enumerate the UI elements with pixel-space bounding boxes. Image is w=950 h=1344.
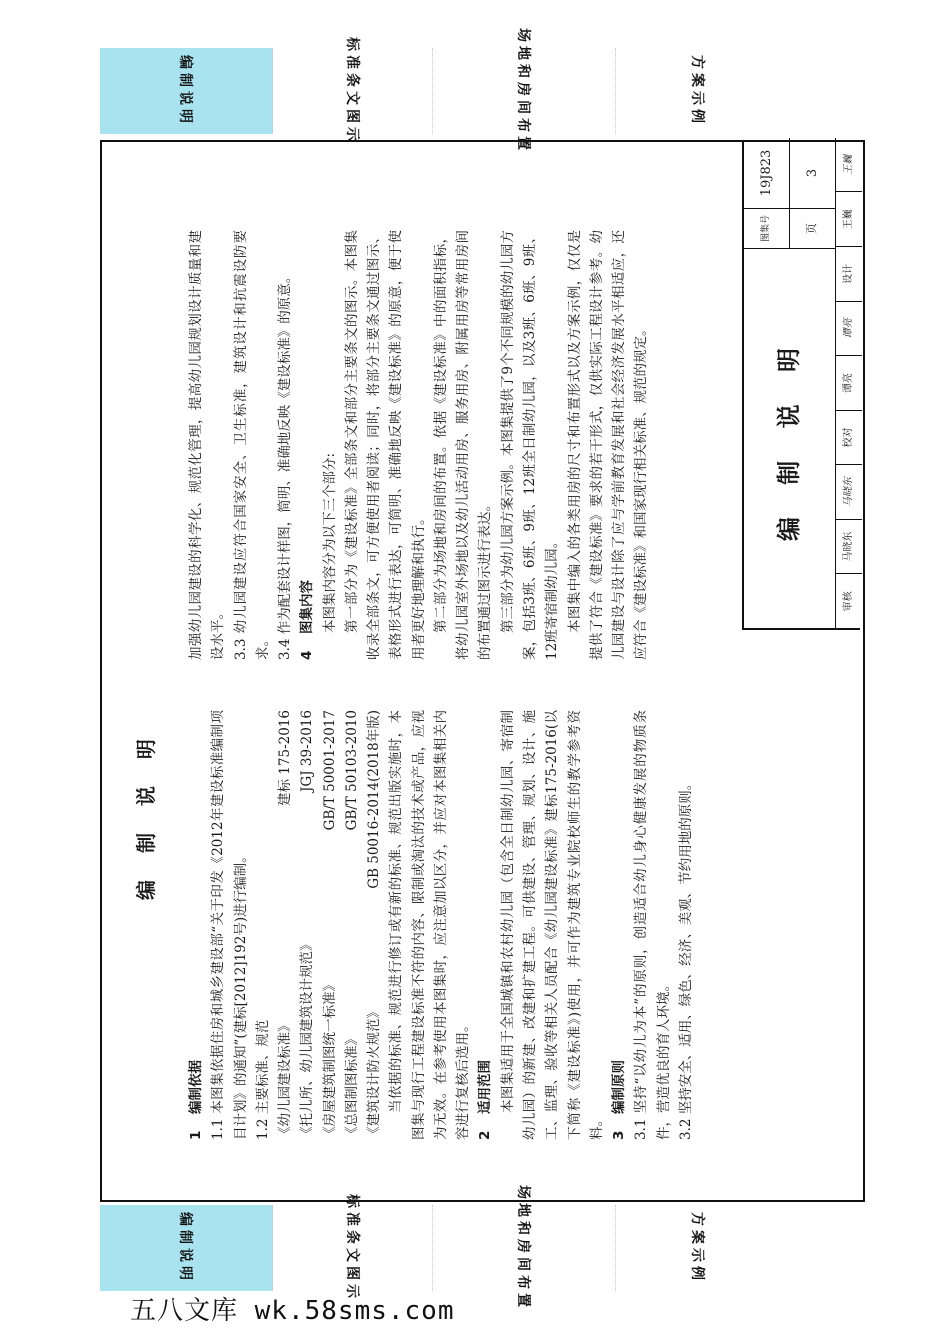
- standard-item: 《建筑设计防火规范》 GB 50016-2014(2018年版): [366, 710, 383, 1140]
- sig-name: 马晓东: [836, 519, 862, 574]
- strip-bottom-cell-4[interactable]: 方案示例: [689, 1212, 705, 1284]
- footer-watermark: 五八文库 wk.58sms.com: [130, 1296, 455, 1326]
- standard-item: 《幼儿园建设标准》 建标 175-2016: [277, 710, 294, 1140]
- para-3-1: 3.1 坚持“以幼儿为本”的原则，创造适合幼儿身心健康发展的物质条件，营造优良的育人环境。: [633, 710, 672, 1140]
- para-3-2: 3.2 坚持安全、适用、绿色、经济、美观、节约用地的原则。: [677, 776, 694, 1140]
- page-title: 编 制 说 明: [134, 729, 158, 900]
- section-1-title: 编制依据: [188, 1060, 204, 1114]
- rotated-page: [100, 140, 860, 1200]
- para-2: 本图集适用于全国城镇和农村幼儿园（包含全日制幼儿园、寄宿制幼儿园）的新建、改建和扩建工程。可供建设、管理、规划、设计、施工、监理、验收等相关人员配合《幼儿园建设标准》建标175-2016(以下简称《建设标准》)使用，并可作为建筑专业院校师生的教学参考资料。: [499, 710, 605, 1140]
- index-strip-top: [100, 28, 780, 154]
- strip-top-cell-3[interactable]: 场地和房间布置: [433, 48, 616, 134]
- page-label: 页: [790, 208, 836, 248]
- para-1-2: 1.2 主要标准、规范: [254, 1019, 271, 1140]
- right-column: 加强幼儿园建设的科学化、规范化管理，提高幼儿园规划设计质量和建设水平。 3.3 幼儿园建设应符合国家安全、卫生标准，建筑设计和抗震设防要求。 3.4 作为配套设计样图，简明、准确地反映《建设标准》的原意。 4图集内容 本图集内容分为以下三个部分: 第一部分为《建设标准》全部条文和部分主要条文的图示。本图集收录全部条文，可方便使用者阅读；同时，将部分主要条文通过图示、表格形式进行表达，可简明、准确地反映《建设标准》的原意，便于使用者更好地理解和执行。 第二部分为场地和房间的布置。依据《建设标准》中的面积指标，将幼儿园室外场地以及幼儿活动用房、服务用房、附属用房等常用房间的布置通过图示进行表达。 第三部分为幼儿园方案示例。本图集提供了9个不同规模的幼儿园方案，包括3班、6班、9班、12班全日制幼儿园，以及3班、6班、9班、12班寄宿制幼儿园。 本图集中编入的各类用房的尺寸和布置形式以及方案示例，仅仅是提供了符合《建设标准》要求的若干形式，仅供实际工程设计参考。幼儿园建设与设计除了应与学前教育发展和社会经济发展水平相适应，还应符合《建设标准》和国家现行相关标准、规范的规定。: [185, 230, 653, 660]
- para-4-intro: 本图集内容分为以下三个部分:: [321, 452, 338, 633]
- para-4-3: 第三部分为幼儿园方案示例。本图集提供了9个不同规模的幼儿园方案，包括3班、6班、9班、12班全日制幼儿园，以及3班、6班、9班、12班寄宿制幼儿园。: [499, 230, 561, 660]
- para-3-2b: 加强幼儿园建设的科学化、规范化管理，提高幼儿园规划设计质量和建设水平。: [188, 230, 227, 660]
- para-3-4: 3.4 作为配套设计样图，简明、准确地反映《建设标准》的原意。: [277, 269, 294, 660]
- para-4-2: 第二部分为场地和房间的布置。依据《建设标准》中的面积指标，将幼儿园室外场地以及幼儿活动用房、服务用房、附属用房等常用房间的布置通过图示进行表达。: [432, 230, 494, 660]
- title-block-name: 编 制 说 明: [744, 248, 836, 628]
- sig-role: 审核: [836, 573, 862, 628]
- section-4-title: 图集内容: [299, 580, 316, 634]
- section-2-title: 适用范围: [477, 1060, 494, 1114]
- para-4-1: 第一部分为《建设标准》全部条文和部分主要条文的图示。本图集收录全部条文，可方便使用者阅读；同时，将部分主要条文通过图示、表格形式进行表达，可简明、准确地反映《建设标准》的原意，便于使用者更好地理解和执行。: [343, 230, 427, 660]
- sig-name: 谭亮: [836, 355, 862, 410]
- sig-role: 校对: [836, 410, 862, 465]
- signature-row: [836, 138, 862, 628]
- atlas-code: 19J823: [744, 138, 790, 208]
- para-4-4: 本图集中编入的各类用房的尺寸和布置形式以及方案示例，仅仅是提供了符合《建设标准》要求的若干形式，仅供实际工程设计参考。幼儿园建设与设计除了应与学前教育发展和社会经济发展水平相适应，还应符合《建设标准》和国家现行相关标准、规范的规定。: [566, 230, 650, 660]
- standards-list: [274, 710, 385, 1140]
- strip-bottom-cell-3[interactable]: 场地和房间布置: [433, 1205, 616, 1291]
- strip-bottom-cell-1[interactable]: 编制说明: [100, 1205, 273, 1291]
- strip-top-cell-2[interactable]: 标准条文图示: [273, 48, 433, 134]
- sig-handwritten: 王巍: [842, 154, 854, 175]
- strip-bottom-cell-2[interactable]: 标准条文图示: [273, 1205, 433, 1291]
- title-block: [742, 140, 860, 630]
- para-3-3: 3.3 幼儿园建设应符合国家安全、卫生标准，建筑设计和抗震设防要求。: [232, 230, 271, 660]
- sig-role: 设计: [836, 246, 862, 301]
- left-column: 1编制依据 1.1 本图集依据住房和城乡建设部“关于印发《2012年建设标准编制项目计划》的通知”(建标[2012]192号)进行编制。 1.2 主要标准、规范 《幼儿园建设标准》 建标 175-2016 《托儿所、幼儿园建筑设计规范》 JGJ 39-2016 《房屋建筑制图统一标准》 GB/T 50001-2017 《总图制图标准》 GB/T 50103-2010 《建筑设计防火规范》 GB 50016-2014(2018年版) 当依据的标准、规范进行修订或有新的标准、规范出版实施时，本图集与现行工程建设标准不符的内容、限制或淘汰的技术或产品，应视为无效。在参考使用本图集时，应注意加以区分，并应对本图集相关内容进行复核后选用。 2适用范围 本图集适用于全国城镇和农村幼儿园（包含全日制幼儿园、寄宿制幼儿园）的新建、改建和扩建工程。可供建设、管理、规划、设计、施工、监理、验收等相关人员配合《幼儿园建设标准》建标175-2016(以下简称《建设标准》)使用，并可作为建筑专业院校师生的教学参考资料。 3编制原则 3.1 坚持“以幼儿为本”的原则，创造适合幼儿身心健康发展的物质条件，营造优良的育人环境。 3.2 坚持安全、适用、绿色、经济、美观、节约用地的原则。: [185, 710, 697, 1140]
- para-1-note: 当依据的标准、规范进行修订或有新的标准、规范出版实施时，本图集与现行工程建设标准不符的内容、限制或淘汰的技术或产品，应视为无效。在参考使用本图集时，应注意加以区分，并应对本图集相关内容进行复核后选用。: [388, 710, 472, 1140]
- strip-top-cell-1[interactable]: 编制说明: [100, 48, 273, 134]
- sig-handwritten: 谭亮: [836, 301, 862, 356]
- sig-handwritten: 马晓东: [836, 464, 862, 519]
- atlas-code-label: 图集号: [744, 208, 790, 248]
- standard-item: 《总图制图标准》 GB/T 50103-2010: [343, 710, 360, 1140]
- standard-item: 《房屋建筑制图统一标准》 GB/T 50001-2017: [321, 710, 338, 1140]
- sig-name: 王巍: [836, 192, 862, 247]
- page-number: 3: [790, 138, 836, 208]
- para-1-1: 1.1 本图集依据住房和城乡建设部“关于印发《2012年建设标准编制项目计划》的通知”(建标[2012]192号)进行编制。: [210, 710, 249, 1140]
- section-3-title: 编制原则: [611, 1060, 628, 1114]
- strip-top-cell-4[interactable]: 方案示例: [689, 55, 705, 127]
- standard-item: 《托儿所、幼儿园建筑设计规范》 JGJ 39-2016: [299, 710, 316, 1140]
